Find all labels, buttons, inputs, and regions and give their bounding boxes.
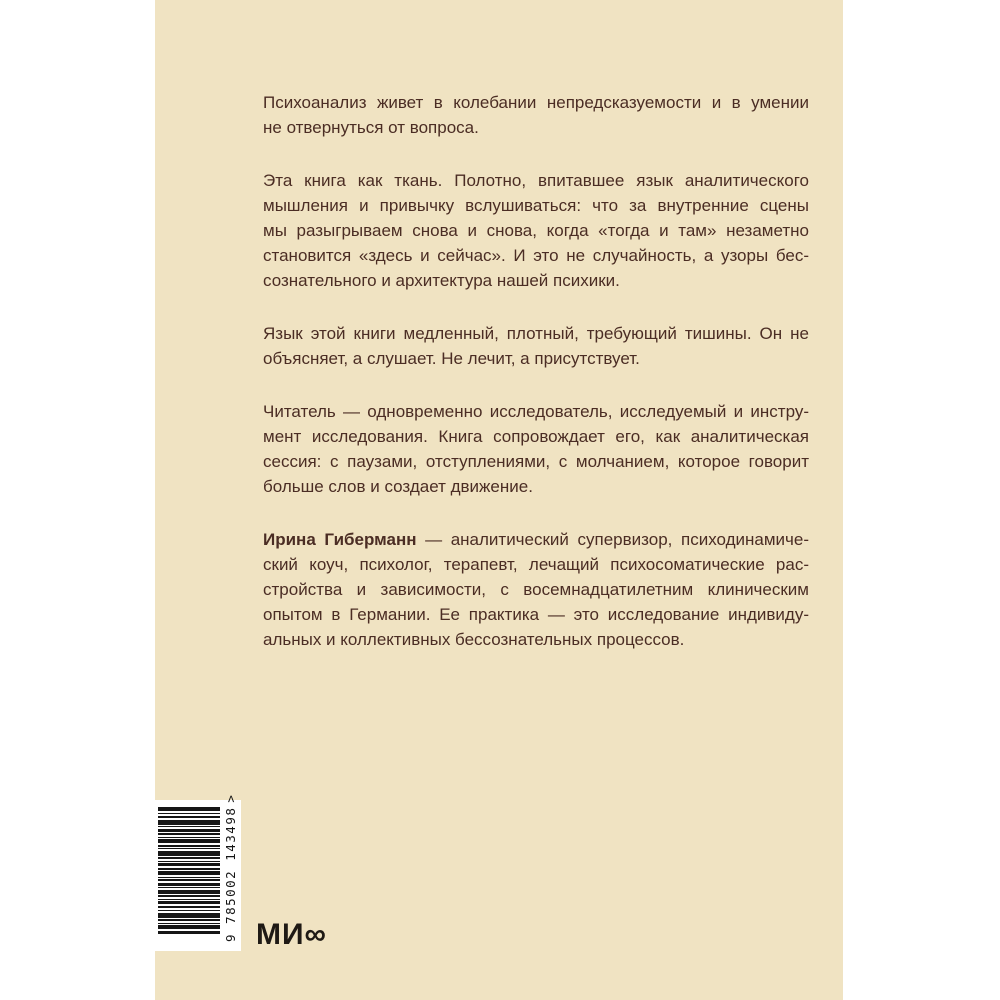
barcode-bar — [158, 899, 220, 900]
barcode-bar — [158, 851, 220, 856]
barcode-bar — [158, 910, 220, 911]
barcode-bar — [158, 813, 220, 814]
barcode-bar — [158, 837, 220, 838]
barcode-bar — [158, 848, 220, 849]
barcode-bar — [158, 863, 220, 866]
author-rest-lines — [263, 552, 809, 652]
author-name: Ирина Гиберманн — [263, 530, 417, 549]
text-line: мы разыгрываем снова и снова, когда «тогда и там» незаметно — [263, 221, 809, 240]
barcode-bar — [158, 879, 220, 881]
barcode-bars-icon — [158, 807, 220, 934]
book-back-cover — [155, 0, 843, 1000]
barcode-bar — [158, 807, 220, 811]
author-first-line-rest: — аналитический супервизор, психодинамиче- — [416, 530, 810, 549]
barcode-digits: 9 785002 143498 — [223, 806, 238, 942]
barcode-bar — [158, 868, 220, 870]
barcode-bar — [158, 901, 220, 904]
text-line: становится «здесь и сейчас». И это не случайность, а узоры бес- — [263, 246, 809, 265]
text-line: объясняет, а слушает. Не лечит, а присутствует. — [263, 349, 640, 368]
barcode-bar — [158, 895, 220, 897]
paragraph-psychoanalysis — [263, 90, 809, 140]
barcode-bar — [158, 839, 220, 843]
text-line: Читатель — одновременно исследователь, исследуемый и инстру- — [263, 402, 809, 421]
barcode-bar — [158, 845, 220, 847]
text-line: мышления и привычку вслушиваться: что за внутренние сцены — [263, 196, 809, 215]
barcode-bar — [158, 826, 220, 827]
text-line: альных и коллективных бессознательных процессов. — [263, 630, 685, 649]
text-line: стройства и зависимости, с восемнадцатилетним клиническим — [263, 580, 809, 599]
barcode-bar — [158, 883, 220, 886]
text-line: сессия: с паузами, отступлениями, с молчанием, которое говорит — [263, 452, 809, 471]
author-paragraph — [263, 527, 809, 652]
barcode — [155, 793, 241, 951]
text-line: ский коуч, психолог, терапевт, лечащий психосоматические рас- — [263, 555, 809, 574]
text-line: мент исследования. Книга сопровождает его, как аналитическая — [263, 427, 809, 446]
barcode-bar — [158, 925, 220, 929]
barcode-bar — [158, 861, 220, 862]
barcode-bar — [158, 816, 220, 818]
barcode-bar — [158, 919, 220, 921]
text-line: сознательного и архитектура нашей психики. — [263, 271, 620, 290]
paragraph-language — [263, 321, 809, 371]
barcode-number — [223, 793, 239, 942]
author-first-line — [263, 527, 809, 552]
barcode-bar — [158, 829, 220, 832]
text-line: больше слов и создает движение. — [263, 477, 533, 496]
text-line: опытом в Германии. Ее практика — это исследование индивиду- — [263, 605, 809, 624]
paragraph-reader — [263, 399, 809, 499]
text-line: не отвернуться от вопроса. — [263, 118, 479, 137]
barcode-bar — [158, 820, 220, 825]
text-line: Язык этой книги медленный, плотный, требующий тишины. Он не — [263, 324, 809, 343]
text-line: Психоанализ живет в колебании непредсказуемости и в умении — [263, 93, 809, 112]
barcode-bar — [158, 923, 220, 924]
barcode-bar — [158, 887, 220, 888]
barcode-bar — [158, 833, 220, 835]
barcode-end-mark: > — [223, 793, 238, 803]
text-line: Эта книга как ткань. Полотно, впитавшее язык аналитического — [263, 171, 809, 190]
barcode-bar — [158, 913, 220, 918]
publisher-logo-mif: МИ∞ — [256, 918, 327, 951]
paragraph-book-as-fabric — [263, 168, 809, 293]
cover-text-block — [263, 90, 809, 680]
barcode-bar — [158, 931, 220, 934]
barcode-bar — [158, 857, 220, 859]
barcode-bar — [158, 877, 220, 878]
barcode-bar — [158, 871, 220, 875]
barcode-bar — [158, 906, 220, 908]
barcode-bar — [158, 890, 220, 894]
